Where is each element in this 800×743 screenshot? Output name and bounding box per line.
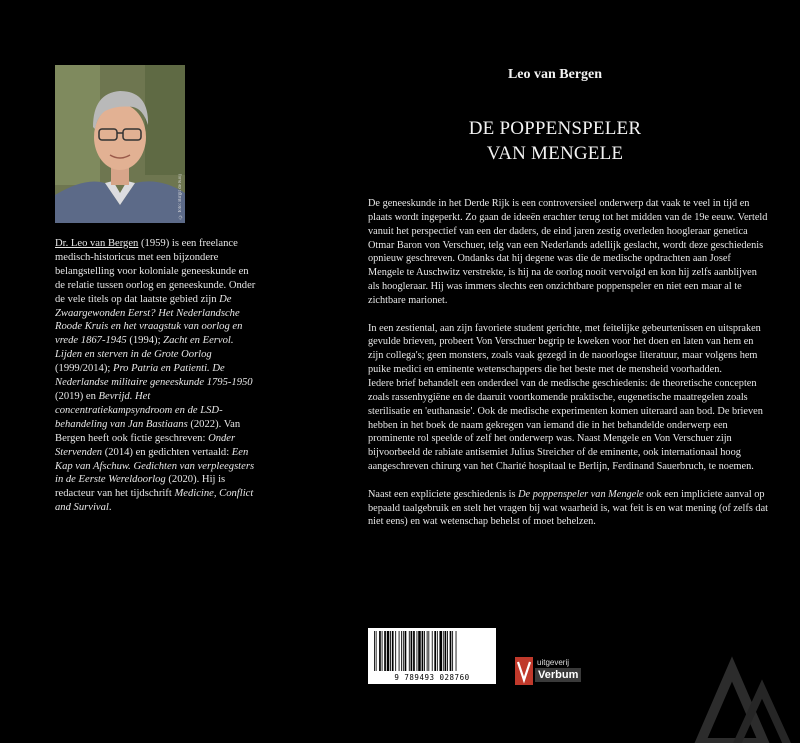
barcode-bar (417, 631, 418, 671)
bio-text: (2019) en (55, 390, 99, 402)
bio-text: (2020). Hij is redacteur van het tijdschrift (55, 474, 226, 500)
bio-text: (1959) is een freelance medisch-historicus met een bijzondere belangstelling voor koloniale geneeskunde en de relatie tussen oorlog en geneeskunde. Onder de vele titels op dat laatste gebied zijn (55, 238, 256, 305)
book-title-line-1: DE POPPENSPELER (468, 118, 642, 139)
bio-text: (2022). Van Bergen heeft ook fictie geschreven: (55, 418, 241, 444)
barcode-bar (439, 631, 442, 671)
barcode-bar (382, 631, 383, 671)
cover-author: Leo van Bergen (507, 67, 603, 82)
barcode-bar (395, 631, 396, 671)
barcode-bar (445, 631, 447, 671)
barcode-bar (401, 631, 402, 671)
author-photo (55, 65, 185, 223)
bio-text: (1999/2014); (55, 363, 113, 375)
barcode-bar (403, 631, 404, 671)
blurb-paragraph-3: Iedere brief behandelt een onderdeel van de medische geschiedenis: de theoretische concepten zoals rassenhygiëne en de daaruit voortkomende praktische, eugenetische maatregelen zoals sterilisatie en 'euthanasie'. Ook de medische experimenten komen uiteraard aan bod. De brieven hebben in het boek de naam gekregen van iemand die in het behandelde onderwerp een prominente rol speelde of zelf het onderwerp was. Naast Mengele en Von Verschuer zijn bijvoorbeeld de rabiate antisemiet Julius Streicher of de eminente, ook internationaal hoog aangeschreven chirurg van het Charité hospitaal te Berlijn, Ferdinand Sauerbruch, te noemen. (368, 377, 763, 473)
barcode-bar (390, 631, 391, 671)
blurb-paragraph-4 (368, 488, 768, 530)
bio-author-name: Dr. Leo van Bergen (55, 238, 139, 249)
isbn-number: 9 789493 028760 (394, 673, 470, 682)
blurb (368, 197, 768, 543)
barcode-bar (379, 631, 381, 671)
blurb-text: Naast een expliciete geschiedenis is (368, 488, 519, 500)
barcode-bar (387, 631, 390, 671)
bio-text: (1994); (126, 335, 164, 347)
barcode-bar (447, 631, 448, 671)
blurb-text: ook een impliciete aanval op bepaald taalgebruik en stelt het vragen bij wat waarheid is, wat feit is en wat mening (of zelfs dat niet eens) en wat wetenschap behelst of moet behelzen. (368, 488, 769, 528)
barcode-bar (384, 631, 386, 671)
barcode-bar (437, 631, 438, 671)
blurb-book-title: De poppenspeler van Mengele (518, 488, 644, 500)
barcode-bar (413, 631, 415, 671)
bio-text: (2014) en gedichten vertaald: (102, 446, 232, 458)
bio-book-title: Bevrijd. Het concentratiekampsyndroom en de LSD-behandeling van Jan Bastiaans (55, 390, 223, 430)
author-portrait-image (55, 65, 185, 223)
barcode-bar (443, 631, 444, 671)
barcode-bars (374, 631, 490, 671)
photo-credit: © foto: Birgit de Koij (178, 174, 183, 219)
barcode-bar (392, 631, 394, 671)
logo-v-icon (515, 657, 533, 685)
isbn-barcode (368, 628, 496, 684)
barcode-bar (418, 631, 421, 671)
bio-text: . (108, 502, 112, 514)
barcode-bar (434, 631, 436, 671)
bio-journal-title: Medicine, Conflict and Survival (55, 488, 254, 514)
book-title-line-2: VAN MENGELE (486, 143, 624, 164)
barcode-bar (432, 631, 433, 671)
bio-book-title: Onder Stervenden (55, 432, 236, 458)
author-bio (55, 237, 260, 515)
barcode-bar (452, 631, 453, 671)
blurb-paragraph-1: De geneeskunde in het Derde Rijk is een controversieel onderwerp dat vaak te veel in tijd en plaats wordt ingeperkt. Zo gaan de ideeën erachter terug tot het midden van de 19e eeuw. Verteld vanuit het perspectief van een der daders, de eind jaren zestig overleden hoogleraar genetica Otmar Baron von Verschuer, telg van een Nederlands adellijk geslacht, wordt deze geschiedenis opnieuw geschreven. Ondanks dat hij degene was die de medische opdrachten aan Josef Mengele te Auschwitz verstrekte, is hij na de oorlog nooit vervolgd en kon hij zelfs aanblijven als hoogleraar. Hij was immers slechts een onzichtbare poppenspeler en niet een maar al te zichtbare marionet. (368, 198, 768, 306)
barcode-bar (374, 631, 375, 671)
publisher-label: uitgeverij (537, 658, 570, 667)
bio-book-title: Zacht en Eervol. Lijden en sterven in de Grote Oorlog (55, 335, 234, 361)
barcode-bar (411, 631, 413, 671)
publisher-name: Verbum (535, 668, 581, 682)
barcode-bar (456, 631, 457, 671)
bio-book-title: Pro Patria en Patienti. De Nederlandse militaire geneeskunde 1795-1950 (55, 363, 253, 389)
bio-book-title: Een Kap van Afschuw. Gedichten van verpleegsters in de Eerste Wereldoorlog (55, 446, 255, 486)
barcode-bar (450, 631, 452, 671)
barcode-bar (376, 631, 377, 671)
barcode-bar (428, 631, 429, 671)
barcode-bar (424, 631, 425, 671)
publisher-logo (515, 657, 593, 685)
barcode-bar (399, 631, 400, 671)
blurb-paragraph-2: In een zestiental, aan zijn favoriete student gerichte, met feitelijke gebeurtenissen en uitspraken gevulde brieven, probeert Von Verschuer begrip te kweken voor het doen en laten van hem en zijn collega's; geen monsters, zoals vaak gezegd in de naoorlogse literatuur, maar volgens hem puike medici en eminente wetenschappers die het beste met de mensheid voorhadden. (368, 322, 761, 376)
watermark-triangle-icon (660, 645, 800, 743)
barcode-bar (427, 631, 428, 671)
barcode-bar (422, 631, 424, 671)
barcode-bar (409, 631, 410, 671)
publisher-logo-mark (515, 657, 533, 685)
bio-book-title: De Zwaargewonden Eerst? Het Nederlandsche Roode Kruis en het vraagstuk van oorlog en vrede 1867-1945 (55, 293, 243, 347)
book-title (350, 116, 760, 166)
barcode-bar (405, 631, 407, 671)
